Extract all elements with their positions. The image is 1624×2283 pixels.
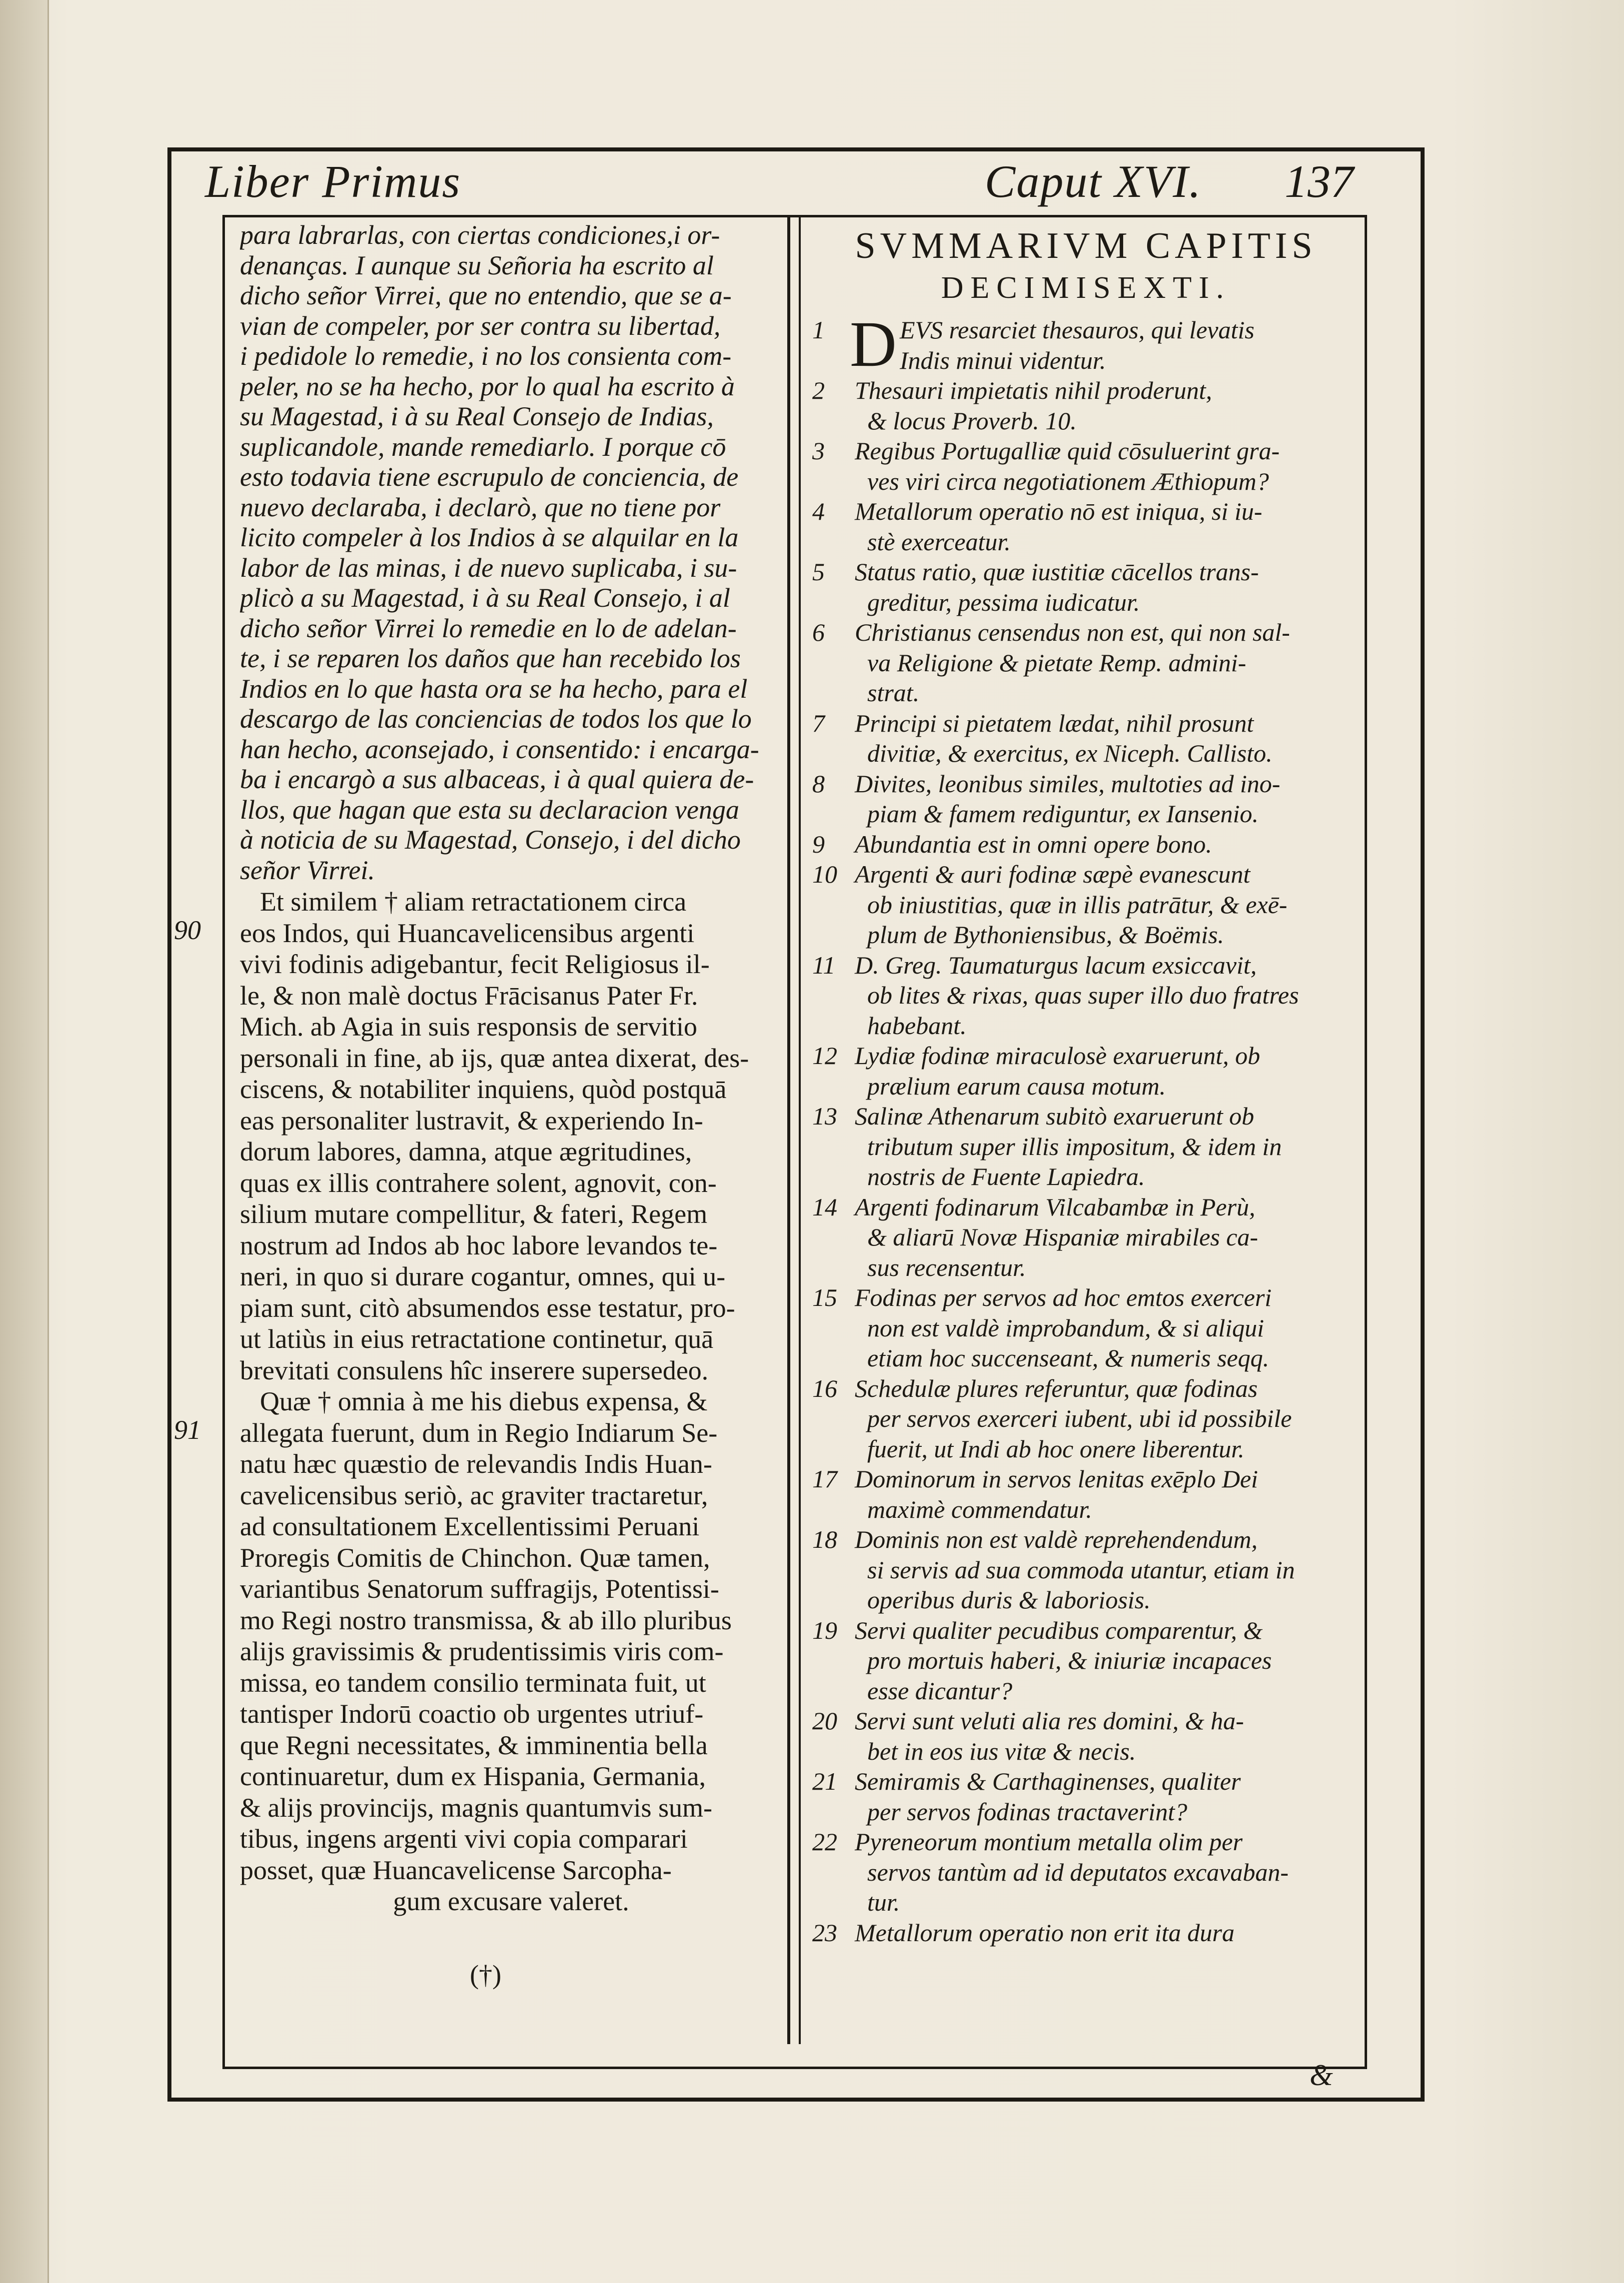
text-line: missa, eo tandem consilio terminata fuit, ut — [240, 1667, 706, 1698]
text-line: plicò a su Magestad, i à su Real Consejo, i al — [240, 583, 730, 613]
latin-paragraph-90 — [240, 886, 782, 1386]
summary-item-line: fuerit, ut Indi ab hoc onere liberentur. — [867, 1434, 1245, 1463]
summary-item — [812, 769, 1360, 829]
text-line: señor Virrei. — [240, 855, 375, 885]
summary-item-line: ob iniustitias, quæ in illis patrātur, & exē- — [867, 890, 1288, 919]
summary-item-line: esse dicantur? — [867, 1676, 1013, 1705]
summary-item-line: Pyreneorum montium metalla olim per — [855, 1828, 1243, 1856]
summary-item-line: sus recensentur. — [867, 1253, 1026, 1281]
summary-item-number: 22 — [812, 1828, 837, 1856]
text-line: licito compeler à los Indios à se alquilar en la — [240, 522, 739, 552]
text-line: eas personaliter lustravit, & experiendo In- — [240, 1105, 703, 1136]
summary-item-number: 16 — [812, 1374, 837, 1402]
text-line: te, i se reparen los daños que han recebido los — [240, 643, 741, 673]
summary-item-line: Metallorum operatio non erit ita dura — [855, 1918, 1235, 1947]
column-rule — [787, 215, 790, 2044]
text-line: alijs gravissimis & prudentissimis viris com- — [240, 1636, 724, 1666]
text-line: vivi fodinis adigebantur, fecit Religiosus il- — [240, 949, 710, 979]
text-line: que Regni necessitates, & imminentia bella — [240, 1730, 708, 1760]
summary-item-number: 19 — [812, 1616, 837, 1644]
summary-item — [812, 1041, 1360, 1101]
summary-subtitle: DECIMISEXTI. — [941, 271, 1231, 305]
summary-item-line: Servi qualiter pecudibus comparentur, & — [855, 1616, 1263, 1644]
summary-item-line: Argenti & auri fodinæ sæpè evanescunt — [855, 860, 1251, 888]
summary-item-number: 14 — [812, 1192, 837, 1221]
summary-item-number: 1 — [812, 316, 825, 344]
summary-item — [812, 708, 1360, 769]
left-column — [240, 220, 782, 2024]
summary-item — [812, 436, 1360, 496]
text-line: para labrarlas, con ciertas condiciones,i or- — [240, 220, 720, 250]
text-line: Quæ † omnia à me his diebus expensa, & — [260, 1386, 708, 1416]
summary-item-line: plum de Bythoniensibus, & Boëmis. — [867, 921, 1224, 949]
text-line: posset, quæ Huancavelicense Sarcopha- — [240, 1855, 672, 1885]
summary-item — [812, 1464, 1360, 1524]
text-line: quas ex illis contrahere solent, agnovit, con- — [240, 1167, 717, 1198]
summary-item — [812, 617, 1360, 708]
summary-item-line: non est valdè improbandum, & si aliqui — [867, 1313, 1264, 1342]
summary-item — [812, 950, 1360, 1041]
summary-item — [812, 1706, 1360, 1766]
summary-item-line: Salinæ Athenarum subitò exaruerunt ob — [855, 1102, 1255, 1130]
text-line: personali in fine, ab ijs, quæ antea dixerat, des- — [240, 1043, 749, 1073]
summary-list — [812, 308, 1360, 1948]
text-line: dicho señor Virrei, que no entendio, que se a- — [240, 280, 732, 310]
summary-item-number: 4 — [812, 497, 825, 525]
summary-item-line: stè exerceatur. — [867, 527, 1011, 556]
running-head-right: Caput XVI. — [985, 156, 1202, 207]
summary-item-number: 6 — [812, 618, 825, 646]
summary-item-line: Schedulæ plures referuntur, quæ fodinas — [855, 1374, 1258, 1402]
right-column-summary — [812, 225, 1360, 2024]
catchword: & — [1310, 2059, 1333, 2092]
summary-item-number: 13 — [812, 1102, 837, 1130]
summary-item-line: Fodinas per servos ad hoc emtos exerceri — [855, 1283, 1272, 1311]
latin-paragraph-91 — [240, 1386, 782, 1917]
summary-item-number: 8 — [812, 769, 825, 798]
summary-item-number: 9 — [812, 830, 825, 858]
summary-item-line: Thesauri impietatis nihil proderunt, — [855, 376, 1212, 404]
text-line: brevitati consulens hîc inserere supersedeo. — [240, 1355, 709, 1385]
text-line: silium mutare compellitur, & fateri, Regem — [240, 1199, 708, 1229]
summary-item-line: piam & famem rediguntur, ex Iansenio. — [867, 800, 1259, 828]
summary-item-line: & aliarū Novæ Hispaniæ mirabiles ca- — [867, 1223, 1258, 1251]
summary-item-line: & locus Proverb. 10. — [867, 406, 1077, 435]
text-line: nostrum ad Indos ab hoc labore levandos te- — [240, 1230, 718, 1260]
summary-item-line: per servos fodinas tractaverint? — [867, 1797, 1188, 1826]
facing-page-edge — [0, 0, 49, 2283]
text-line: llos, que hagan que esta su declaracion venga — [240, 794, 739, 825]
summary-item-number: 17 — [812, 1465, 837, 1493]
spanish-quotation — [240, 220, 782, 885]
text-line: vian de compeler, por ser contra su libertad, — [240, 310, 721, 341]
text-line: allegata fuerunt, dum in Regio Indiarum Se- — [240, 1417, 718, 1448]
summary-item-number: 20 — [812, 1707, 837, 1735]
text-line: & alijs provincijs, magnis quantumvis sum- — [240, 1792, 712, 1823]
text-line: dorum labores, damna, atque ægritudines, — [240, 1137, 692, 1166]
summary-item-line: pro mortuis haberi, & iniuriæ incapaces — [867, 1646, 1272, 1674]
signature-mark: (†) — [470, 1960, 501, 1990]
summary-item-line: Christianus censendus non est, qui non sal- — [855, 618, 1290, 646]
summary-item-line: tributum super illis impositum, & idem in — [867, 1132, 1282, 1160]
summary-item-number: 7 — [812, 709, 825, 737]
text-line: variantibus Senatorum suffragijs, Potentissi- — [240, 1574, 719, 1604]
summary-item-line: Indis minui videntur. — [900, 346, 1106, 374]
summary-item-line: si servis ad sua commoda utantur, etiam in — [867, 1555, 1295, 1584]
summary-item-line: Lydiæ fodinæ miraculosè exaruerunt, ob — [855, 1042, 1260, 1070]
summary-item-line: Regibus Portugalliæ quid cōsuluerint gra- — [855, 437, 1280, 465]
text-line: Mich. ab Agia in suis responsis de servitio — [240, 1012, 697, 1042]
summary-item-line: Servi sunt veluti alia res domini, & ha- — [855, 1707, 1244, 1735]
page-number: 137 — [1285, 156, 1354, 207]
summary-item — [812, 1615, 1360, 1706]
summary-item-line: EVS resarciet thesauros, qui levatis — [900, 316, 1255, 344]
summary-item-line: va Religione & pietate Remp. admini- — [867, 648, 1247, 677]
summary-item — [812, 1373, 1360, 1464]
column-rule-inner — [799, 215, 801, 2044]
summary-item-number: 18 — [812, 1525, 837, 1553]
text-line: natu hæc quæstio de relevandis Indis Huan- — [240, 1449, 712, 1479]
text-line: i pedidole lo remedie, i no los consienta com- — [240, 341, 732, 371]
summary-item-line: bet in eos ius vitæ & necis. — [867, 1737, 1136, 1765]
text-line: dicho señor Virrei lo remedie en lo de adelan- — [240, 613, 737, 643]
text-line: Proregis Comitis de Chinchon. Quæ tamen, — [240, 1542, 710, 1573]
summary-item-line: etiam hoc succenseant, & numeris seqq. — [867, 1344, 1270, 1372]
text-line: ciscens, & notabiliter inquiens, quòd postquā — [240, 1074, 727, 1104]
text-line: piam sunt, citò absumendos esse testatur, pro- — [240, 1292, 735, 1323]
text-line: à noticia de su Magestad, Consejo, i del dicho — [240, 825, 741, 855]
text-line: suplicandole, mande remediarlo. I porque cō — [240, 431, 726, 462]
summary-item-line: maximè commendatur. — [867, 1495, 1092, 1523]
margin-number-91: 91 — [174, 1415, 201, 1445]
text-line: eos Indos, qui Huancavelicensibus argenti — [240, 918, 695, 948]
summary-item-line: Principi si pietatem lædat, nihil prosunt — [855, 709, 1254, 737]
summary-item — [812, 1524, 1360, 1615]
running-head-left: Liber Primus — [205, 156, 461, 207]
summary-item-number: 5 — [812, 558, 825, 586]
text-line: Indios en lo que hasta ora se ha hecho, para el — [240, 673, 748, 704]
summary-item-number: 11 — [812, 951, 836, 979]
summary-item-number: 23 — [812, 1918, 837, 1947]
summary-item-line: per servos exerceri iubent, ubi id possibile — [867, 1404, 1292, 1432]
text-line: gum excusare valeret. — [393, 1886, 629, 1916]
summary-item-line: operibus duris & laboriosis. — [867, 1586, 1151, 1614]
text-line: su Magestad, i à su Real Consejo de Indias, — [240, 401, 714, 431]
summary-item-line: Argenti fodinarum Vilcabambæ in Perù, — [855, 1192, 1256, 1221]
summary-item-line: habebant. — [867, 1011, 967, 1040]
summary-item-line: prælium earum causa motum. — [867, 1072, 1166, 1100]
summary-item — [812, 496, 1360, 557]
text-line: ad consultationem Excellentissimi Peruani — [240, 1511, 700, 1541]
summary-item — [812, 829, 1360, 860]
summary-item-line: servos tantùm ad id deputatos excavaban- — [867, 1858, 1289, 1886]
text-line: esto todavia tiene escrupulo de conciencia, de — [240, 462, 739, 492]
summary-item — [812, 1766, 1360, 1827]
text-line: ba i encargò a sus albaceas, i à qual quiera de- — [240, 764, 754, 794]
text-line: continuaretur, dum ex Hispania, Germania, — [240, 1761, 706, 1791]
text-line: labor de las minas, i de nuevo suplicaba, i su- — [240, 552, 737, 583]
summary-item-line: Dominorum in servos lenitas exēplo Dei — [855, 1465, 1258, 1493]
text-line: descargo de las conciencias de todos los que lo — [240, 704, 752, 734]
summary-item-line: ves viri circa negotiationem Æthiopum? — [867, 467, 1269, 495]
summary-item-line: Status ratio, quæ iustitiæ cācellos trans- — [855, 558, 1259, 586]
summary-item-line: Abundantia est in omni opere bono. — [855, 830, 1212, 858]
summary-item — [812, 1101, 1360, 1192]
summary-item-line: tur. — [867, 1888, 900, 1916]
text-line: mo Regi nostro transmissa, & ab illo pluribus — [240, 1605, 732, 1635]
text-line: neri, in quo si durare cogantur, omnes, qui u- — [240, 1261, 726, 1291]
text-line: le, & non malè doctus Frācisanus Pater Fr. — [240, 980, 698, 1011]
summary-item-line: greditur, pessima iudicatur. — [867, 588, 1140, 616]
summary-item-line: D. Greg. Taumaturgus lacum exsiccavit, — [855, 951, 1257, 979]
drop-cap: D — [850, 308, 897, 380]
text-line: tibus, ingens argenti vivi copia comparari — [240, 1824, 688, 1854]
summary-item-line: strat. — [867, 679, 920, 707]
summary-item-number: 2 — [812, 376, 825, 404]
text-line: cavelicensibus seriò, ac graviter tractaretur, — [240, 1480, 708, 1510]
summary-item — [812, 308, 1360, 380]
summary-item-line: Semiramis & Carthaginenses, qualiter — [855, 1767, 1241, 1795]
summary-item-line: nostris de Fuente Lapiedra. — [867, 1162, 1145, 1190]
summary-item-line: Dominis non est valdè reprehendendum, — [855, 1525, 1258, 1553]
summary-title: SVMMARIVM CAPITIS — [855, 225, 1317, 266]
summary-item-number: 3 — [812, 437, 825, 465]
summary-item-line: Metallorum operatio nō est iniqua, si iu- — [855, 497, 1263, 525]
text-line: ut latiùs in eius retractatione continetur, quā — [240, 1324, 714, 1354]
summary-item-line: divitiæ, & exercitus, ex Niceph. Callisto. — [867, 739, 1273, 767]
summary-item — [812, 1192, 1360, 1283]
text-line: nuevo declaraba, i declarò, que no tiene por — [240, 492, 721, 522]
summary-item — [812, 1918, 1360, 1948]
summary-item — [812, 1827, 1360, 1918]
text-line: tantisper Indorū coactio ob urgentes utriuf- — [240, 1699, 704, 1729]
text-line: peler, no se ha hecho, por lo qual ha escrito à — [240, 371, 735, 401]
margin-number-90: 90 — [174, 915, 201, 945]
summary-item-number: 10 — [812, 860, 837, 888]
summary-item — [812, 859, 1360, 950]
summary-item-line: Divites, leonibus similes, multoties ad ino- — [855, 769, 1281, 798]
summary-item — [812, 1282, 1360, 1373]
text-line: Et similem † aliam retractationem circa — [260, 887, 687, 917]
summary-item-number: 15 — [812, 1283, 837, 1311]
summary-item — [812, 375, 1360, 436]
text-line: han hecho, aconsejado, i consentido: i encarga- — [240, 734, 759, 764]
summary-item-number: 21 — [812, 1767, 837, 1795]
text-line: denanças. I aunque su Señoria ha escrito al — [240, 250, 714, 280]
summary-item — [812, 557, 1360, 617]
summary-item-number: 12 — [812, 1042, 837, 1070]
summary-item-line: ob lites & rixas, quas super illo duo fratres — [867, 981, 1299, 1009]
